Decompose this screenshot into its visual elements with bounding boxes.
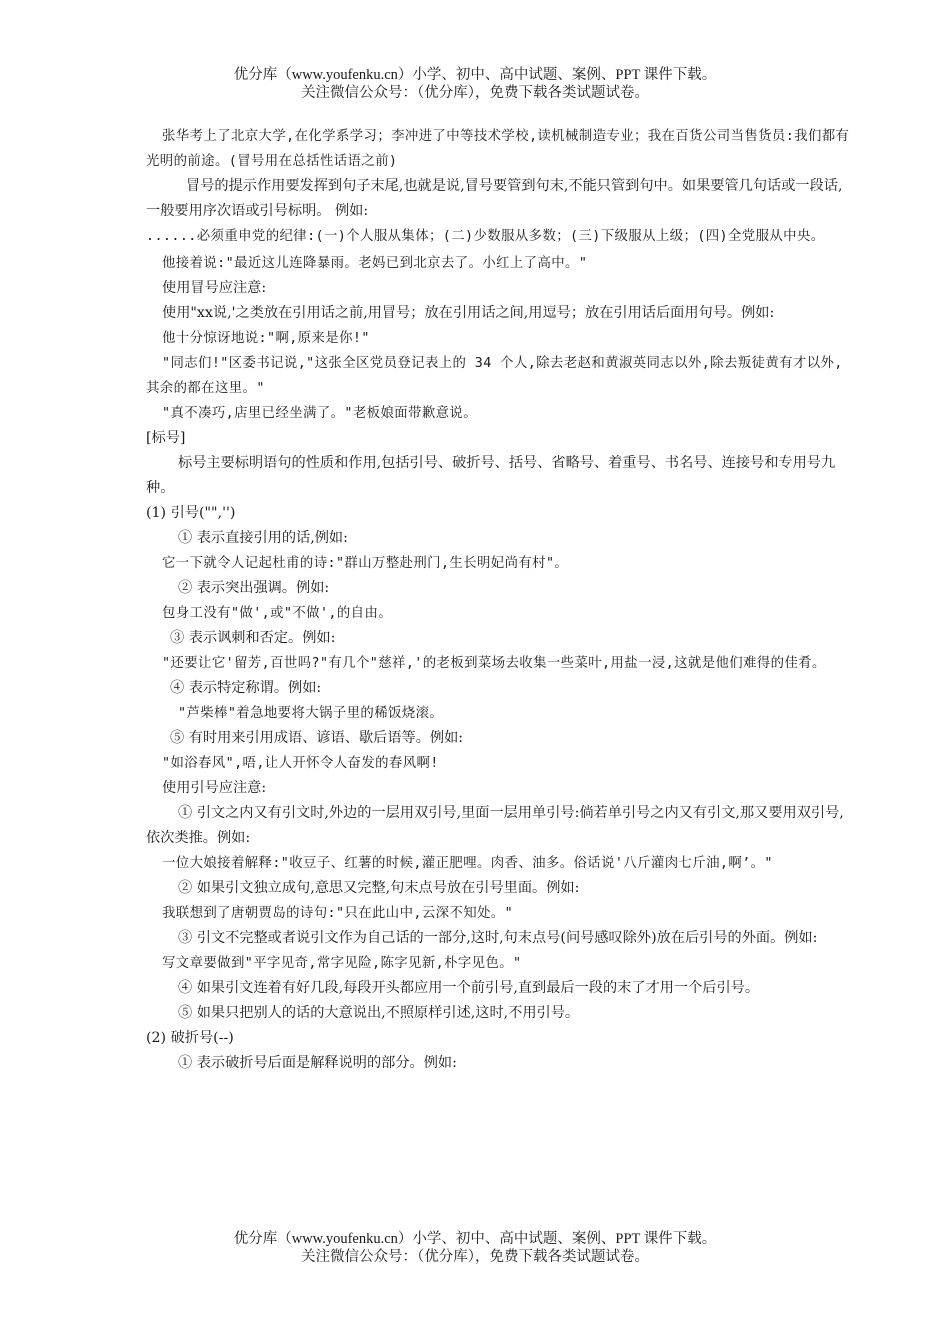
- example-text: "还要让它'留芳,百世吗?"有几个"慈祥,'的老板到菜场去收集一些菜叶,用盐一浸,这就是他们难得的佳肴。: [162, 656, 826, 671]
- example-text: 他接着说:"最近这儿连降暴雨。老妈已到北京去了。小红上了高中。": [162, 256, 588, 271]
- list-item: ② 表示突出强调。例如:: [178, 580, 330, 596]
- list-item: ⑤ 有时用来引用成语、谚语、歇后语等。例如:: [170, 730, 464, 746]
- example-text: 一位大娘接着解释:"收豆子、红薯的时候,灌正肥哩。肉香、油多。俗话说'八斤灌肉七斤油,啊’。": [162, 856, 773, 871]
- header-line-2: 关注微信公众号：（优分库），免费下载各类试题试卷。: [301, 85, 649, 101]
- paragraph: 使用引号应注意:: [162, 780, 267, 796]
- paragraph: 使用冒号应注意:: [162, 280, 267, 296]
- page-header: [0, 66, 950, 102]
- example-text: 写文章要做到"平字见奇,常字见险,陈字见新,朴字见色。": [162, 956, 522, 971]
- paragraph: 标号主要标明语句的性质和作用,包括引号、破折号、括号、省略号、着重号、书名号、连接号和专用号九种。: [146, 455, 836, 496]
- footer-line-1: 优分库（www.youfenku.cn）小学、初中、高中试题、案例、PPT 课件下载。: [233, 1231, 717, 1247]
- example-text: ......必须重申党的纪律:(一)个人服从集体；(二)少数服从多数；(三)下级服从上级；(四)全党服从中央。: [146, 229, 825, 244]
- list-item: ② 如果引文独立成句,意思又完整,句末点号放在引号里面。例如:: [178, 880, 580, 896]
- example-text: 我联想到了唐朝贾岛的诗句:"只在此山中,云深不知处。": [162, 906, 514, 921]
- example-text: "如浴春风",唔,让人开怀令人奋发的春风啊!: [162, 756, 439, 771]
- list-item: ① 表示破折号后面是解释说明的部分。例如:: [178, 1055, 457, 1071]
- list-item: ④ 如果引文连着有好几段,每段开头都应用一个前引号,直到最后一段的末了才用一个后引号。: [178, 980, 760, 996]
- paragraph: 冒号的提示作用要发挥到句子末尾,也就是说,冒号要管到句末,不能只管到句中。如果要管几句话或一段话,一般要用序次语或引号标明。 例如:: [146, 178, 843, 219]
- footer-line-2: 关注微信公众号：（优分库），免费下载各类试题试卷。: [301, 1249, 649, 1265]
- subsection-heading: (1) 引号("",''): [146, 505, 236, 521]
- list-item: ④ 表示特定称谓。例如:: [170, 680, 322, 696]
- list-item: ⑤ 如果只把别人的话的大意说出,不照原样引述,这时,不用引号。: [178, 1005, 580, 1021]
- paragraph: 张华考上了北京大学,在化学系学习；李冲进了中等技术学校,读机械制造专业；我在百货公司当售货员:我们都有光明的前途。(冒号用在总括性话语之前): [146, 129, 850, 169]
- list-item: ③ 表示讽刺和否定。例如:: [170, 630, 336, 646]
- page-footer: [0, 1230, 950, 1266]
- subsection-heading: (2) 破折号(--): [146, 1030, 234, 1046]
- example-text: "真不凑巧,店里已经坐满了。"老板娘面带歉意说。: [162, 406, 477, 421]
- section-heading: [标号]: [146, 430, 186, 446]
- example-text: 它一下就令人记起杜甫的诗:"群山万整赴刑门,生长明妃尚有村"。: [162, 556, 569, 571]
- example-text: 包身工没有"做',或"不做',的自由。: [162, 606, 393, 621]
- document-body: [146, 124, 854, 1076]
- header-line-1: 优分库（www.youfenku.cn）小学、初中、高中试题、案例、PPT 课件下载。: [233, 67, 717, 83]
- list-item: ① 表示直接引用的话,例如:: [178, 530, 348, 546]
- example-text: "芦柴棒"着急地要将大锅子里的稀饭烧滚。: [178, 706, 444, 721]
- list-item: ① 引文之内又有引文时,外边的一层用双引号,里面一层用单引号:倘若单引号之内又有引文,那又要用双引号,依次类推。例如:: [146, 805, 844, 846]
- paragraph: 使用"xx说,'之类放在引用话之前,用冒号；放在引用话之间,用逗号；放在引用话后面用句号。例如:: [162, 305, 775, 321]
- example-text: 他十分惊讶地说:"啊,原来是你!": [162, 331, 370, 346]
- list-item: ③ 引文不完整或者说引文作为自己话的一部分,这时,句末点号(问号感叹除外)放在后引号的外面。例如:: [178, 930, 818, 946]
- example-text: "同志们!"区委书记说,"这张全区党员登记表上的 34 个人,除去老赵和黄淑英同志以外,除去叛徒黄有才以外,其余的都在这里。": [146, 356, 843, 396]
